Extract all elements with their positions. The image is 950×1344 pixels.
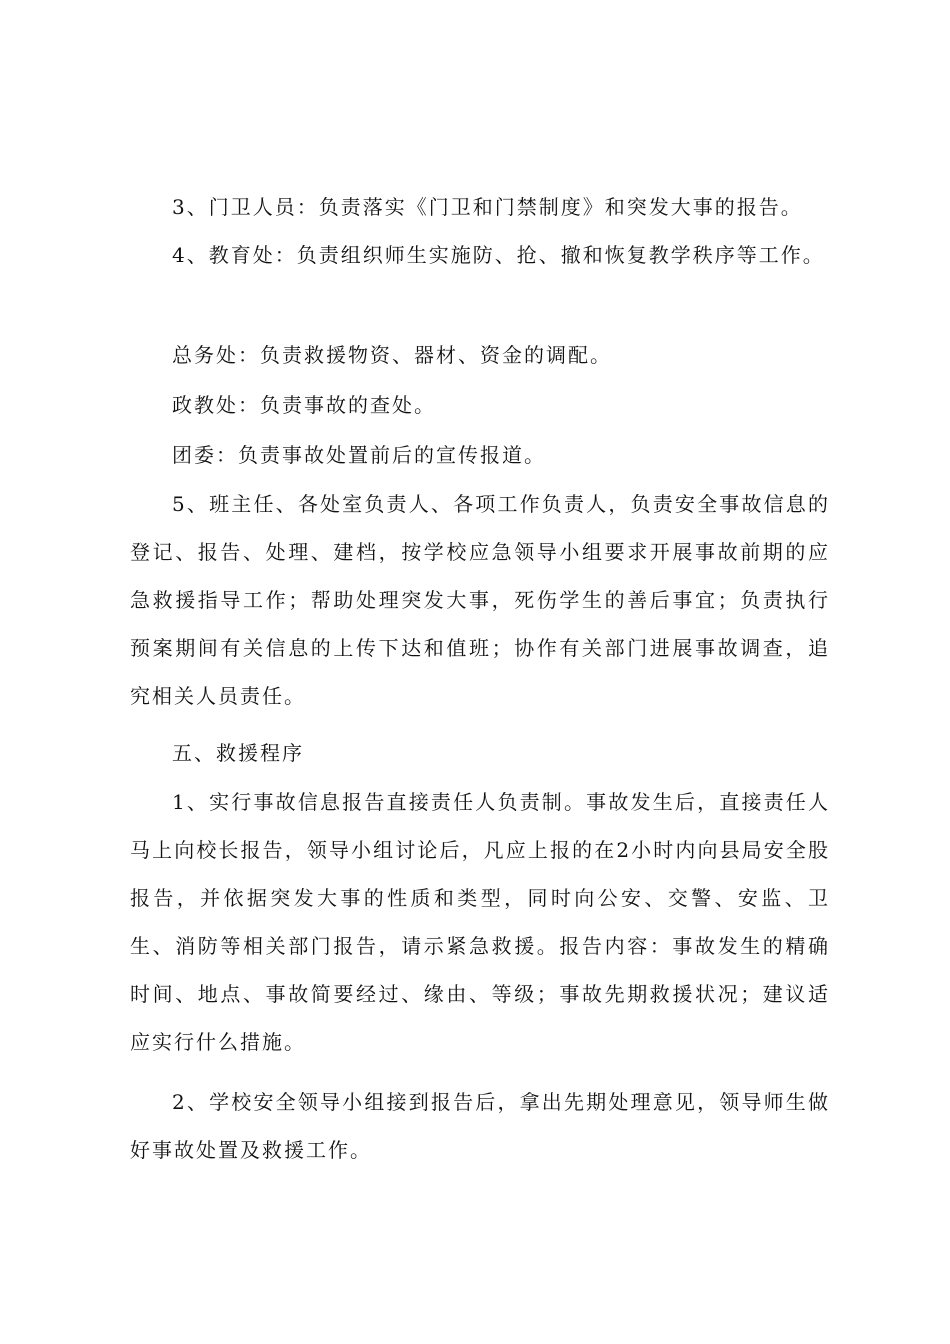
paragraph-leadership-response: 2、学校安全领导小组接到报告后，拿出先期处理意见，领导师生做好事故处置及救援工作。 bbox=[130, 1090, 830, 1162]
paragraph-general-affairs: 总务处：负责救援物资、器材、资金的调配。 bbox=[172, 343, 612, 367]
paragraph-youth-league: 团委：负责事故处置前后的宣传报道。 bbox=[172, 443, 546, 467]
paragraph-class-teachers: 5、班主任、各处室负责人、各项工作负责人，负责安全事故信息的登记、报告、处理、建档，按学校应急领导小组要求开展事故前期的应急救援指导工作；帮助处理突发大事，死伤学生的善后事宜；负责执行预案期间有关信息的上传下达和值班；协作有关部门进展事故调查，追究相关人员责任。 bbox=[130, 492, 830, 708]
paragraph-education-office: 4、教育处：负责组织师生实施防、抢、撤和恢复教学秩序等工作。 bbox=[172, 243, 825, 267]
paragraph-gatekeeper: 3、门卫人员：负责落实《门卫和门禁制度》和突发大事的报告。 bbox=[172, 195, 803, 219]
paragraph-incident-reporting: 1、实行事故信息报告直接责任人负责制。事故发生后，直接责任人马上向校长报告，领导小组讨论后，凡应上报的在2小时内向县局安全股报告，并依据突发大事的性质和类型，同时向公安、交警、安监、卫生、消防等相关部门报告，请示紧急救援。报告内容：事故发生的精确时间、地点、事故简要经过、缘由、等级；事故先期救援状况；建议适应实行什么措施。 bbox=[130, 790, 830, 1054]
paragraph-political-office: 政教处：负责事故的查处。 bbox=[172, 393, 436, 417]
section-heading-rescue-procedure: 五、救援程序 bbox=[172, 741, 304, 765]
